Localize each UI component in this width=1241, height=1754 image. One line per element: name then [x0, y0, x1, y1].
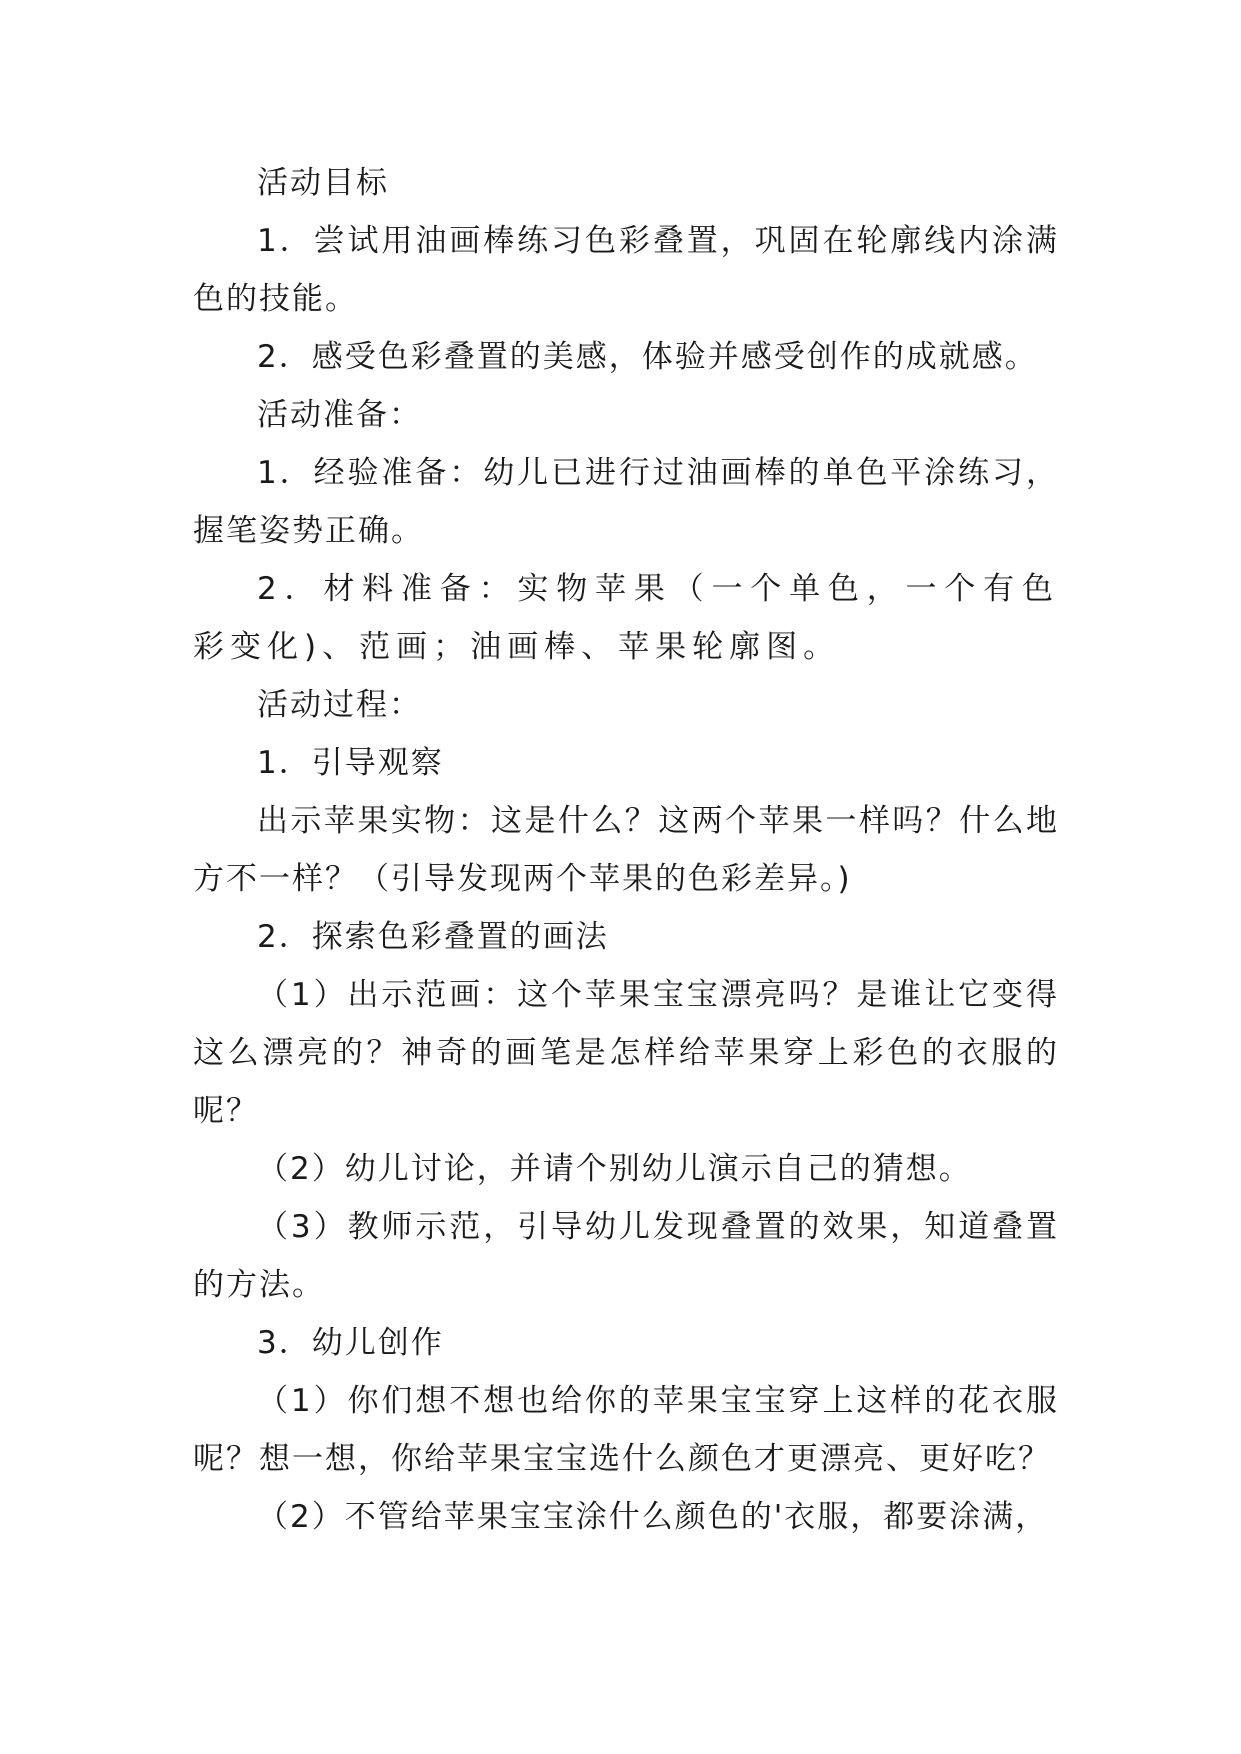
process-step-3-title: 3．幼儿创作 — [257, 1325, 444, 1361]
goal-item-2: 2．感受色彩叠置的美感，体验并感受创作的成就感。 — [257, 339, 1038, 375]
heading-activity-goals: 活动目标 — [257, 165, 389, 201]
process-step-2-sub-2: （2）幼儿讨论，并请个别幼儿演示自己的猜想。 — [257, 1151, 972, 1187]
goal-item-1: 1．尝试用油画棒练习色彩叠置，巩固在轮廓线内涂满色的技能。 — [193, 223, 1059, 317]
preparation-item-1: 1．经验准备：幼儿已进行过油画棒的单色平涂练习，握笔姿势正确。 — [193, 455, 1059, 549]
heading-activity-process: 活动过程： — [257, 687, 422, 723]
process-step-3-sub-1: （1）你们想不想也给你的苹果宝宝穿上这样的花衣服呢？想一想，你给苹果宝宝选什么颜色才更漂亮、更好吃？ — [193, 1383, 1059, 1477]
preparation-item-2: 2．材料准备：实物苹果（一个单色，一个有色彩变化)、范画；油画棒、苹果轮廓图。 — [193, 571, 1059, 665]
document-body — [193, 154, 1059, 1546]
process-step-2-sub-1: （1）出示范画：这个苹果宝宝漂亮吗？是谁让它变得这么漂亮的？神奇的画笔是怎样给苹果穿上彩色的衣服的呢？ — [193, 977, 1059, 1129]
heading-activity-preparation: 活动准备： — [257, 397, 422, 433]
process-step-3-sub-2: （2）不管给苹果宝宝涂什么颜色的'衣服，都要涂满， — [257, 1499, 1049, 1535]
process-step-2-sub-3: （3）教师示范，引导幼儿发现叠置的效果，知道叠置的方法。 — [193, 1209, 1059, 1303]
process-step-1-title: 1．引导观察 — [257, 745, 444, 781]
process-step-1-text: 出示苹果实物：这是什么？这两个苹果一样吗？什么地方不一样？（引导发现两个苹果的色彩差异。) — [193, 803, 1059, 897]
process-step-2-title: 2．探索色彩叠置的画法 — [257, 919, 609, 955]
